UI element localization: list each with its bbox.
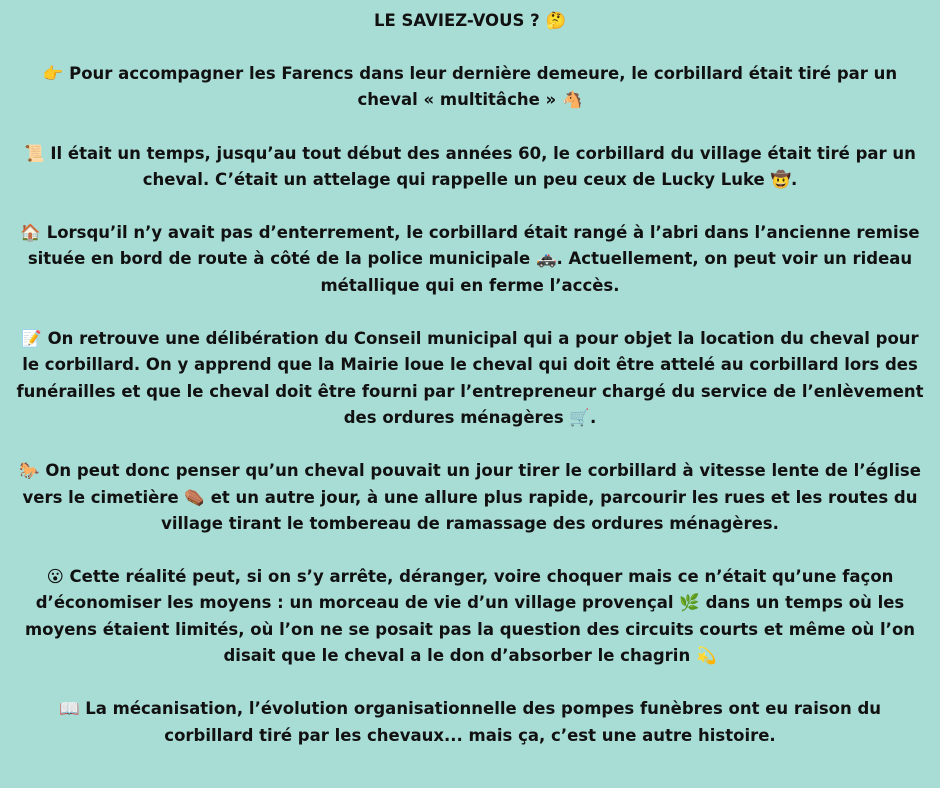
dizzy-icon: 💫 [695,646,717,666]
paragraph-storage [14,220,926,299]
paragraph-reality [14,564,926,669]
paragraph-tail: . Actuellement, on peut voir un rideau métallique qui en ferme l’accès. [320,249,913,295]
paragraph-deliberation [14,326,926,431]
horse-face-icon: 🐴 [561,90,583,110]
police-car-icon: 🚓 [535,249,557,269]
pointing-hand-icon: 👉 [42,64,64,83]
cart-icon: 🛒 [569,407,590,427]
paragraph-text: La mécanisation, l’évolution organisationnelle des pompes funèbres ont eu raison du corbillard tiré par les chevaux... mais ça, c’est une autre histoire. [85,699,882,745]
memo-icon: 📝 [21,329,42,349]
paragraph-text: Cette réalité peut, si on s’y arrête, déranger, voire choquer mais ce n’était qu’une façon d’économiser les moyens : un morceau de vie d’un village provençal [35,567,894,613]
cowboy-face-icon: 🤠 [770,169,791,189]
paragraph-text: On retrouve une délibération du Conseil municipal qui a pour objet la location du cheval pour le corbillard. On y apprend que la Mairie loue le cheval qui doit être attelé au corbillard lors des funérailles et que le cheval doit être fourni par l’entrepreneur chargé du service de l’enlèvement des ordures ménagères [16,329,924,427]
paragraph-tail: et un autre jour, à une allure plus rapide, parcourir les rues et les routes du village tirant le tombereau de ramassage des ordures ménagères. [161,487,918,533]
paragraph-text: Lorsqu’il n’y avait pas d’enterrement, le corbillard était rangé à l’abri dans l’ancienne remise située en bord de route à côté de la police municipale [27,223,920,269]
paragraph-multitask [14,458,926,537]
paragraph-text: Il était un temps, jusqu’au tout début des années 60, le corbillard du village était tiré par un cheval. C’était un attelage qui rappelle un peu ceux de Lucky Luke [50,143,916,189]
house-icon: 🏠 [20,223,41,243]
paragraph-tail: . [791,169,798,189]
herb-icon: 🌿 [679,593,700,613]
paragraph-history [14,141,926,194]
paragraph-tail: dans un temps où les moyens étaient limités, où l’on ne se posait pas la question des circuits courts et même où l’on disait que le cheval a le don d’absorber le chagrin [24,593,916,666]
paragraph-text: Pour accompagner les Farencs dans leur dernière demeure, le corbillard était tiré par un cheval « multitâche » [69,64,898,110]
thinking-face-icon: 🤔 [545,11,566,30]
surprised-face-icon: 😮 [46,567,64,587]
title-text: LE SAVIEZ-VOUS ? [374,11,540,30]
coffin-icon: ⚰️ [184,487,205,507]
open-book-icon: 📖 [58,699,80,719]
paragraph-text: On peut donc penser qu’un cheval pouvait un jour tirer le corbillard à vitesse lente de l’église vers le cimetière [22,461,921,507]
paragraph-tail: . [589,407,597,427]
racing-horse-icon: 🐎 [19,461,40,481]
paragraph-conclusion [14,696,926,749]
paragraph-intro [14,61,926,114]
post-title [14,8,926,34]
scroll-icon: 📜 [24,143,45,163]
